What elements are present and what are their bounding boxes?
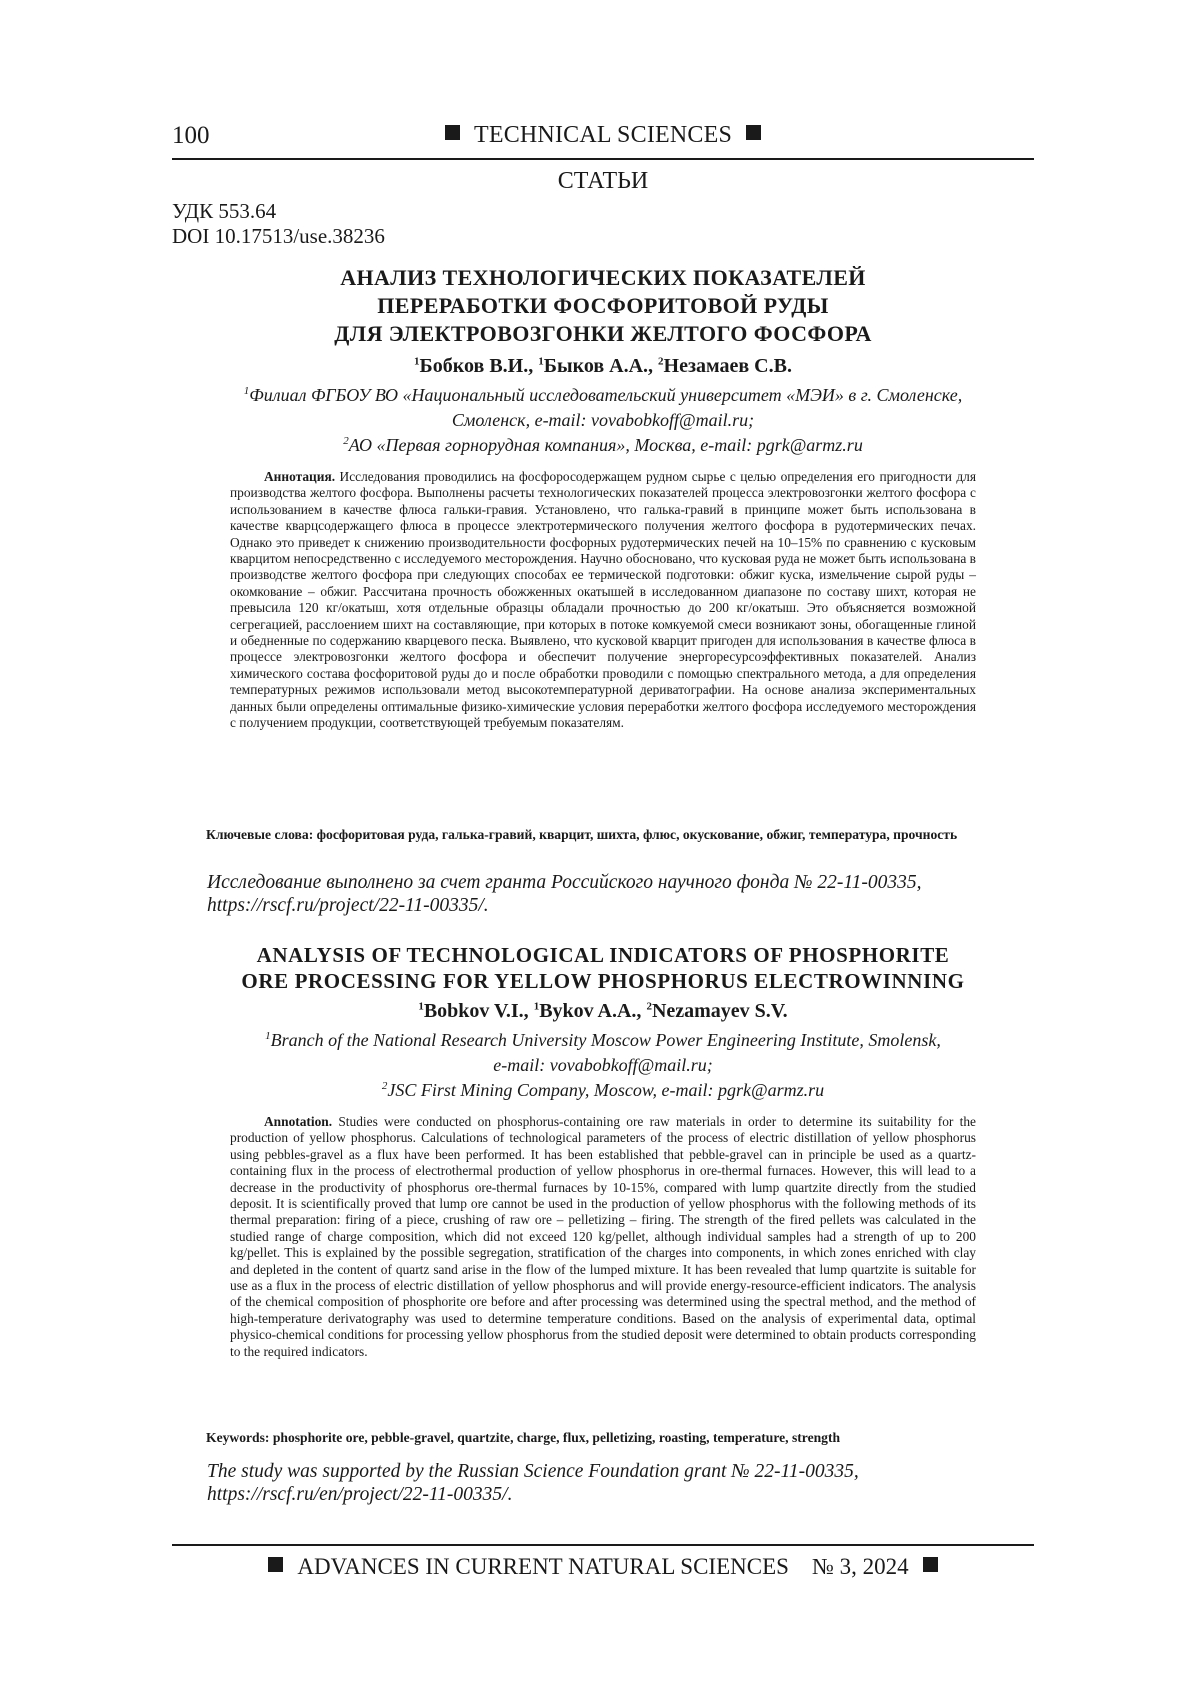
affiliation-2 — [172, 1078, 1034, 1103]
affiliation-text: JSC First Mining Company, Moscow, e-mail: pgrk@armz.ru — [387, 1080, 824, 1100]
title-line: ANALYSIS OF TECHNOLOGICAL INDICATORS OF PHOSPHORITE — [172, 942, 1034, 968]
affiliation-1 — [172, 383, 1034, 408]
article-identifiers — [172, 199, 385, 249]
grant-note-ru — [207, 871, 1007, 917]
title-line: ПЕРЕРАБОТКИ ФОСФОРИТОВОЙ РУДЫ — [172, 292, 1034, 320]
author-affiliation-mark: 1 — [418, 1000, 424, 1012]
author-name: Bykov A.A., — [539, 1000, 641, 1022]
author-affiliation-mark: 2 — [646, 1000, 652, 1012]
affiliation-text: Branch of the National Research University Moscow Power Engineering Institute, Smolensk, — [271, 1030, 941, 1050]
header-divider — [172, 158, 1034, 160]
affiliation-mark: 1 — [265, 1030, 271, 1042]
keywords-text: фосфоритовая руда, галька-гравий, кварцит, шихта, флюс, окускование, обжиг, температура, прочность — [317, 827, 958, 842]
abstract-text: Studies were conducted on phosphorus-containing ore raw materials in order to determine its suitability for the production of yellow phosphorus. Calculations of technological parameters of the process of electric distillation of yellow phosphorus using pebbles-gravel as a flux have been performed. It has been established that pebble-gravel can in principle be used as a quartz-containing flux in the process of electrothermal production of yellow phosphorus in ore-thermal furnaces. However, this will lead to a decrease in the productivity of phosphorus ore-thermal furnaces by 10-15%, compared with lump quartzite directly from the studied deposit. It is scientifically proved that lump ore cannot be used in the production of yellow phosphorus with the following methods of its thermal preparation: firing of a piece, crushing of raw ore – pelletizing – firing. The strength of the fired pellets was calculated in the studied range of charge composition, which did not exceed 120 kg/pellet, although individual samples had a strength of up to 200 kg/pellet. This is explained by the possible segregation, stratification of the charges into components, in which zones enriched with clay and depleted in the content of quartz sand arise in the flow of the lumped mixture. It has been revealed that lump quartzite is suitable for use as a flux in the process of electric distillation of yellow phosphorus and will provide energy-resource-efficient indicators. The analysis of the chemical composition of phosphorite ore before and after processing was determined using the spectral method, and the method of high-temperature derivatography was used to determine temperature conditions. Based on the analysis of experimental data, optimal physico-chemical conditions for processing yellow phosphorus from the studied deposit were determined to obtain products corresponding to the required indicators. — [230, 1114, 976, 1359]
author-affiliation-mark: 1 — [534, 1000, 540, 1012]
article-title-ru — [172, 264, 1034, 348]
grant-text: The study was supported by the Russian Science Foundation grant № 22-11-00335, — [207, 1460, 1007, 1483]
author-affiliation-mark: 1 — [414, 355, 420, 367]
article-title-en — [172, 942, 1034, 994]
grant-url[interactable]: https://rscf.ru/en/project/22-11-00335/. — [207, 1483, 1007, 1506]
grant-url[interactable]: https://rscf.ru/project/22-11-00335/. — [207, 894, 1007, 917]
keywords-ru — [206, 826, 1166, 843]
keywords-en — [206, 1429, 1026, 1446]
grant-text: Исследование выполнено за счет гранта Российского научного фонда № 22-11-00335, — [207, 871, 1007, 894]
keywords-text: phosphorite ore, pebble-gravel, quartzite, charge, flux, pelletizing, roasting, temperature, strength — [273, 1430, 840, 1445]
square-bullet-icon — [746, 125, 761, 140]
abstract-ru — [230, 469, 976, 732]
author-name: Bobkov V.I., — [424, 1000, 529, 1022]
running-footer — [172, 1554, 1034, 1580]
footer-divider — [172, 1544, 1034, 1546]
keywords-label: Keywords: — [206, 1430, 269, 1445]
page-number: 100 — [172, 122, 210, 150]
title-line: АНАЛИЗ ТЕХНОЛОГИЧЕСКИХ ПОКАЗАТЕЛЕЙ — [172, 264, 1034, 292]
udk-code: УДК 553.64 — [172, 199, 385, 224]
affiliations-ru — [172, 383, 1034, 458]
footer-issue: № 3, 2024 — [812, 1554, 909, 1579]
author-affiliation-mark: 1 — [538, 355, 544, 367]
section-label: СТАТЬИ — [172, 168, 1034, 195]
abstract-label: Annotation. — [264, 1114, 332, 1129]
affiliation-text: АО «Первая горнорудная компания», Москва, e-mail: pgrk@armz.ru — [349, 435, 863, 455]
authors-en — [172, 1000, 1034, 1023]
abstract-text: Исследования проводились на фосфоросодержащем рудном сырье с целью определения его пригодности для производства желтого фосфора. Выполнены расчеты технологических показателей процесса электровозгонки желтого фосфора с использованием в качестве флюса гальки-гравия. Установлено, что галька-гравий в принципе может быть использована в качестве кварцсодержащего флюса в процессе электротермического получения желтого фосфора в рудотермических печах. Однако это приведет к снижению производительности фосфорных рудотермических печей на 10–15% по сравнению с кусковым кварцитом непосредственно с исследуемого месторождения. Научно обосновано, что кусковая руда не может быть использована в производстве желтого фосфора при следующих способах ее термической подготовки: обжиг куска, измельчение сырой руды – окомкование – обжиг. Рассчитана прочность обожженных окатышей в исследованном диапазоне по составу шихт, которая не превысила 120 кг/окатыш, хотя отдельные образцы обладали прочностью до 200 кг/окатыш. Это объясняется возможной сегрегацией, расслоением шихт на составляющие, при которых в потоке комкуемой смеси возникают зоны, обогащенные глиной и обедненные по содержанию кварцевого песка. Выявлено, что кусковой кварцит пригоден для использования в качестве флюса в процессе электровозгонки желтого фосфора и обеспечит получение энергоресурсоэффективных показателей. Анализ химического состава фосфоритовой руды до и после обработки проводили с помощью спектрального метода, а для определения температурных режимов использовали метод высокотемпературной дериватографии. На основе анализа экспериментальных данных были определены оптимальные физико-химические условия переработки желтого фосфора исследуемого месторождения с получением продукции, соответствующей требуемым показателям. — [230, 469, 976, 730]
abstract-en — [230, 1114, 976, 1360]
author-name: Nezamayev S.V. — [652, 1000, 788, 1022]
affiliations-en — [172, 1028, 1034, 1103]
doi: DOI 10.17513/use.38236 — [172, 224, 385, 249]
title-line: ORE PROCESSING FOR YELLOW PHOSPHORUS ELECTROWINNING — [172, 968, 1034, 994]
affiliation-1-cont: Смоленск, e-mail: vovabobkoff@mail.ru; — [172, 408, 1034, 433]
author-name: Незамаев С.В. — [664, 355, 792, 377]
affiliation-text: Филиал ФГБОУ ВО «Национальный исследовательский университет «МЭИ» в г. Смоленске, — [249, 385, 962, 405]
affiliation-mark: 2 — [343, 435, 349, 447]
authors-ru — [172, 355, 1034, 378]
running-head — [172, 118, 1034, 154]
journal-section-title: TECHNICAL SCIENCES — [474, 122, 732, 148]
affiliation-mark: 2 — [382, 1080, 388, 1092]
author-affiliation-mark: 2 — [658, 355, 664, 367]
square-bullet-icon — [445, 125, 460, 140]
affiliation-2 — [172, 433, 1034, 458]
title-line: ДЛЯ ЭЛЕКТРОВОЗГОНКИ ЖЕЛТОГО ФОСФОРА — [172, 320, 1034, 348]
affiliation-1 — [172, 1028, 1034, 1053]
journal-page — [0, 0, 1200, 1698]
affiliation-1-cont: e-mail: vovabobkoff@mail.ru; — [172, 1053, 1034, 1078]
square-bullet-icon — [923, 1557, 938, 1572]
journal-section-header — [172, 122, 1034, 149]
grant-note-en — [207, 1460, 1007, 1506]
footer-journal-title: ADVANCES IN CURRENT NATURAL SCIENCES — [297, 1554, 789, 1579]
abstract-label: Аннотация. — [264, 469, 335, 484]
author-name: Бобков В.И., — [420, 355, 534, 377]
square-bullet-icon — [268, 1557, 283, 1572]
keywords-label: Ключевые слова: — [206, 827, 313, 842]
affiliation-mark: 1 — [244, 385, 250, 397]
author-name: Быков А.А., — [544, 355, 653, 377]
